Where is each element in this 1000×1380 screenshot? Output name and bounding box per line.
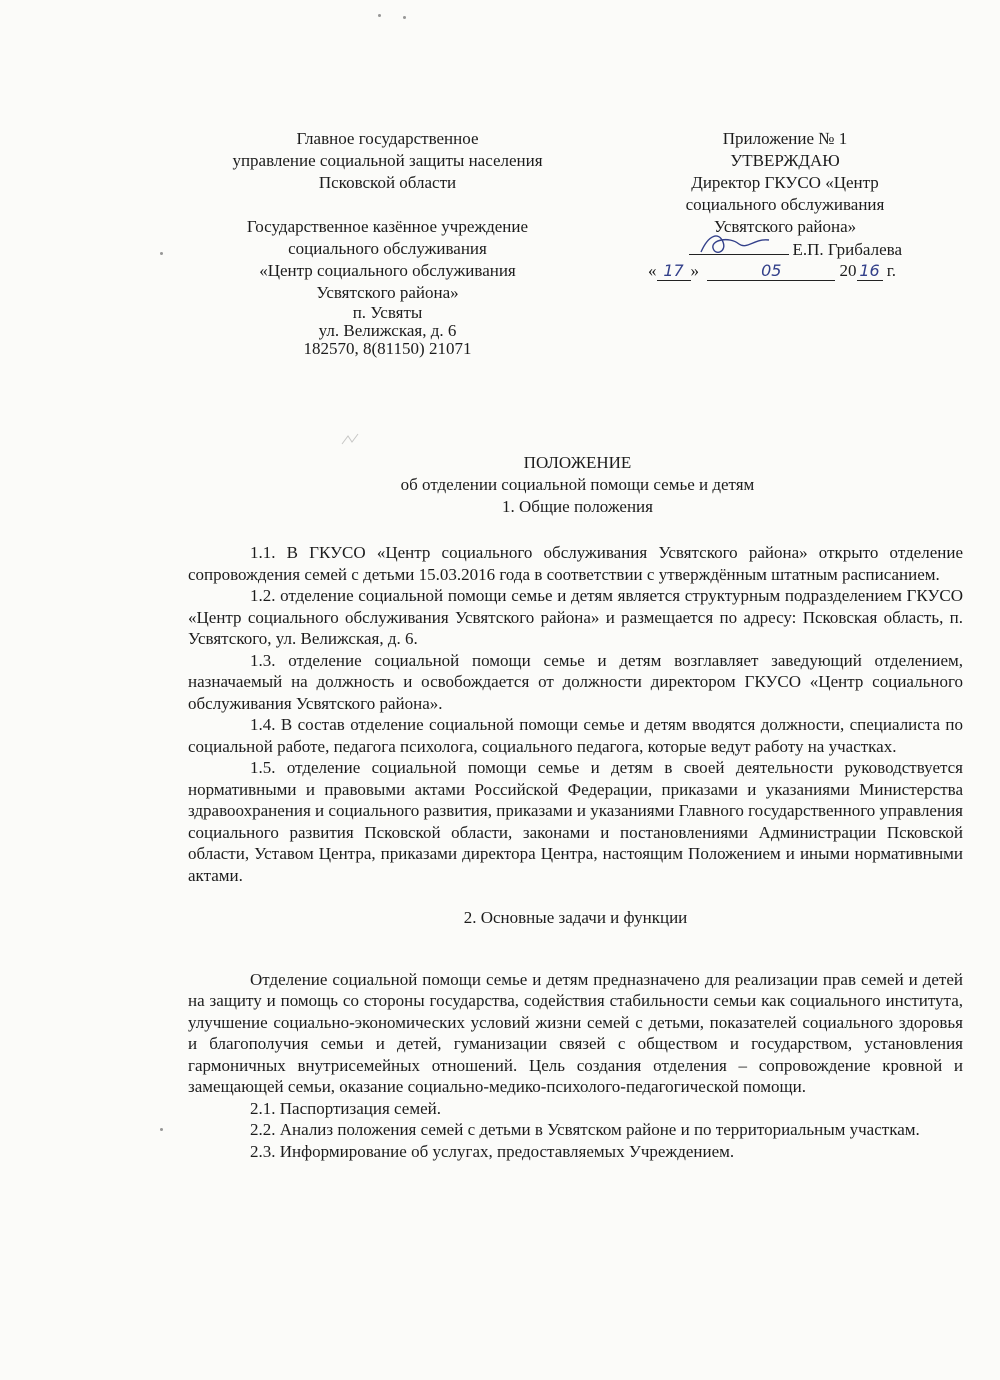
title-subtitle: об отделении социальной помощи семье и детям [400,475,755,494]
approve-label: УТВЕРЖДАЮ [730,151,840,170]
org-line: социального обслуживания [288,239,487,258]
document-body [188,542,963,1162]
org-line: Усвятского района» [316,283,459,302]
org-line: управление социальной защиты населения [232,151,543,170]
date-quote-close: » [690,261,699,280]
date-month: 05 [707,262,835,281]
section-1-title: 1. Общие положения [502,497,653,516]
org-line-gap [200,194,575,216]
org-line: Государственное казённое учреждение [246,217,529,236]
date-year-unit: г. [886,261,897,280]
section-2-title: 2. Основные задачи и функции [463,908,688,927]
director-position: Директор ГКУСО «Центр [691,173,879,192]
paragraph-2-3: 2.3. Информирование об услугах, предоставляемых Учреждением. [250,1141,735,1161]
document-title [300,452,855,518]
director-position: социального обслуживания [685,195,885,214]
organization-header [200,128,575,358]
director-position: Усвятского района» [713,217,857,236]
faint-stamp-mark [340,432,360,448]
scan-speck [160,252,163,255]
signer-name: Е.П. Грибалева [792,240,902,259]
org-line: ул. Велижская, д. 6 [318,321,457,340]
org-line: Главное государственное [296,129,479,148]
title-heading: ПОЛОЖЕНИЕ [523,453,632,472]
handwritten-signature [695,230,775,260]
org-line: п. Усвяты [352,303,423,322]
scan-speck [160,1128,163,1131]
paragraph-1-5: 1.5. отделение социальной помощи семье и детям в своей деятельности руководствуется нормативными и правовыми актами Российской Федерации, приказами и указаниями Министерства здравоохранения и социального развития, приказами и указаниями Главного государственного управления социального развития Псковской области, законами и постановлениями Администрации Псковской области, Уставом Центра, приказами директора Центра, настоящим Положением и иными нормативными актами. [188,758,963,885]
date-day: 17 [657,262,691,281]
date-year-prefix: 20 [839,261,857,280]
org-line: 182570, 8(81150) 21071 [303,339,472,358]
paragraph-1-3: 1.3. отделение социальной помощи семье и детям возглавляет заведующий отделением, назначаемый на должность и освобождается от должности директором ГКУСО «Центр социального обслуживания Усвятского района». [188,650,963,713]
paragraph-1-4: 1.4. В состав отделение социальной помощи семье и детям вводятся должности, специалиста по социальной работе, педагога психолога, социального педагога, которые ведут работу на участках. [188,715,963,756]
paragraph-1-2: 1.2. отделение социальной помощи семье и детям является структурным подразделением ГКУСО «Центр социального обслуживания Усвятского района» и размещается по адресу: Псковская область, п. Усвятского, ул. Велижская, д. 6. [188,586,963,648]
signature-row [640,238,930,260]
paragraph-2-intro: Отделение социальной помощи семье и детям предназначено для реализации прав семей и детей на защиту и помощь со стороны государства, содействия стабильности семьи как социального института, улучшение социально-экономических условий жизни семей с детьми, показателей социального здоровья и благополучия семьи и детей, гуманизации связей с обществом и государством, установления гармоничных внутрисемейных отношений. Цель создания отделения – сопровождение кровной и замещающей семьи, оказание социально-медико-психолого-педагогической помощи. [188,969,963,1096]
org-line: Псковской области [318,173,457,192]
scan-speck [403,16,406,19]
signature-line [689,238,789,255]
approval-date [640,260,930,282]
paragraph-1-1: 1.1. В ГКУСО «Центр социального обслуживания Усвятского района» открыто отделение сопровождения семей с детьми 15.03.2016 года в соответствии с утверждённым штатным расписанием. [188,543,963,584]
approval-block [640,128,930,282]
org-line: «Центр социального обслуживания [259,261,516,280]
date-year-suffix: 16 [857,262,883,281]
paragraph-2-1: 2.1. Паспортизация семей. [250,1098,441,1118]
scan-speck [378,14,381,17]
annex-number: Приложение № 1 [722,129,848,148]
date-quote-open: « [648,261,657,280]
paragraph-2-2: 2.2. Анализ положения семей с детьми в Усвятском районе и по территориальным участкам. [250,1120,920,1139]
